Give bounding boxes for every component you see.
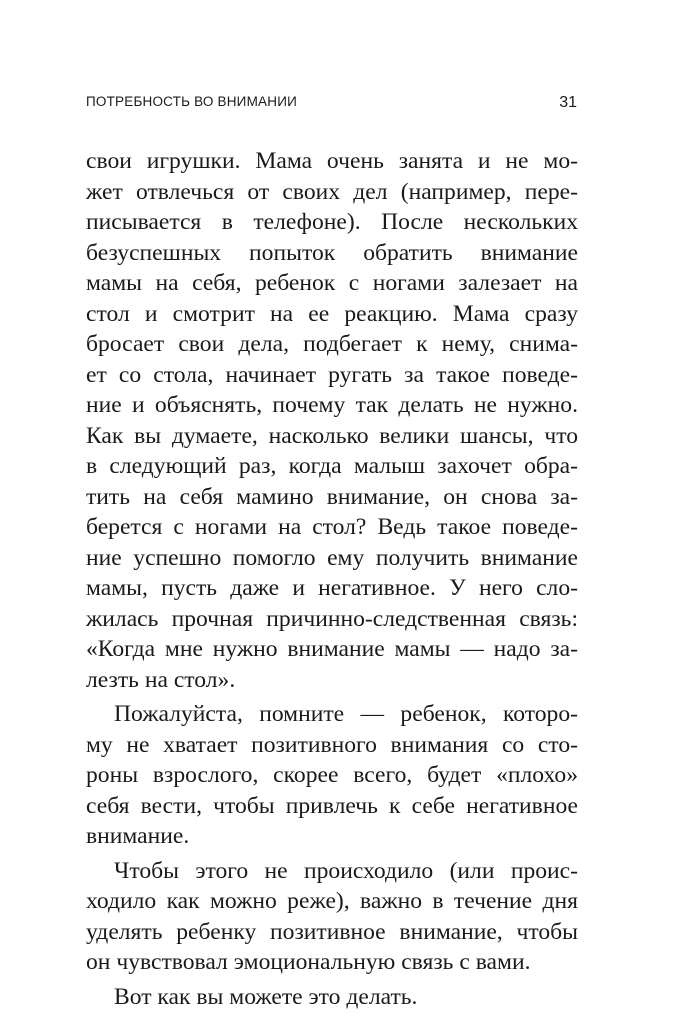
- text-line: он чувствовал эмоциональную связь с вами.: [86, 949, 531, 975]
- text-line: внимание.: [86, 823, 190, 849]
- text-line: ние успешно помогло ему получить внимание: [86, 544, 578, 571]
- text-line: стол и смотрит на ее реакцию. Мама сразу: [86, 300, 578, 327]
- text-line: бросает свои дела, подбегает к нему, снима-: [86, 331, 578, 357]
- text-line: тить на себя мамино внимание, он снова за-: [86, 483, 578, 510]
- text-line: Вот как вы можете это делать.: [114, 983, 418, 1010]
- text-line: берется с ногами на стол? Ведь такое поведе-: [86, 514, 578, 540]
- text-line: Пожалуйста, помните — ребенок, которо-: [114, 701, 578, 727]
- text-line: мамы, пусть даже и негативное. У него сло-: [86, 575, 578, 601]
- paragraph: [86, 699, 578, 852]
- text-line: лезть на стол».: [86, 666, 236, 693]
- text-line: писывается в телефоне). После нескольких: [86, 209, 578, 235]
- text-line: Чтобы этого не происходило (или проис-: [114, 857, 578, 884]
- text-line: себя вести, чтобы привлечь к себе негативное: [86, 792, 578, 819]
- text-line: ет со стола, начинает ругать за такое поведе-: [86, 361, 578, 388]
- text-line: ние и объяснять, почему так делать не нужно.: [86, 392, 578, 418]
- text-line: безуспешных попыток обратить внимание: [86, 239, 578, 266]
- page-number: 31: [559, 94, 577, 111]
- text-line: жет отвлечься от своих дел (например, пере-: [86, 178, 578, 205]
- text-line: роны взрослого, скорее всего, будет «плохо»: [86, 762, 578, 788]
- running-title: ПОТРЕБНОСТЬ ВО ВНИМАНИИ: [86, 94, 297, 109]
- text-line: уделять ребенку позитивное внимание, чтобы: [86, 918, 578, 945]
- text-line: му не хватает позитивного внимания со сто-: [86, 731, 578, 758]
- paragraph: [86, 982, 578, 1013]
- text-line: свои игрушки. Мама очень занята и не мо-: [86, 148, 578, 174]
- body-text: [86, 146, 578, 1012]
- text-line: ходило как можно реже), важно в течение дня: [86, 888, 578, 914]
- text-line: мамы на себя, ребенок с ногами залезает на: [86, 270, 578, 296]
- text-line: жилась прочная причинно-следственная связь:: [86, 605, 578, 632]
- paragraph: [86, 856, 578, 978]
- text-line: Как вы думаете, насколько велики шансы, что: [86, 422, 578, 449]
- paragraph: [86, 146, 578, 695]
- text-line: «Когда мне нужно внимание мамы — надо за-: [86, 636, 578, 662]
- text-line: в следующий раз, когда малыш захочет обра-: [86, 453, 578, 479]
